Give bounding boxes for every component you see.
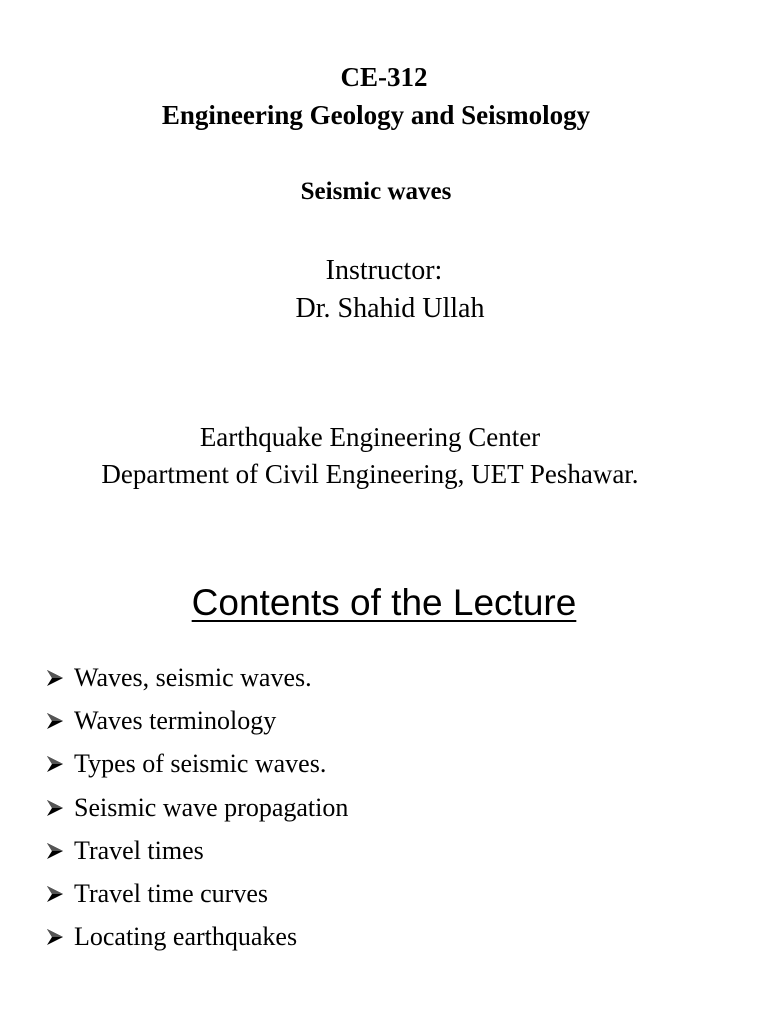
list-item bbox=[46, 829, 348, 872]
list-item bbox=[46, 699, 348, 742]
list-item-label: Locating earthquakes bbox=[74, 922, 298, 952]
list-item bbox=[46, 786, 348, 829]
arrow-bullet-icon bbox=[46, 755, 64, 773]
course-code: CE-312 bbox=[340, 62, 428, 92]
department-name: Department of Civil Engineering, UET Peshawar. bbox=[101, 459, 639, 489]
list-item-label: Seismic wave propagation bbox=[74, 792, 349, 822]
course-name: Engineering Geology and Seismology bbox=[161, 100, 591, 130]
arrow-bullet-icon bbox=[46, 885, 64, 903]
list-item-label: Travel times bbox=[74, 835, 204, 865]
arrow-bullet-icon bbox=[46, 842, 64, 860]
instructor-name: Dr. Shahid Ullah bbox=[295, 293, 485, 324]
center-name: Earthquake Engineering Center bbox=[199, 422, 541, 452]
instructor-label: Instructor: bbox=[325, 255, 443, 286]
arrow-bullet-icon bbox=[46, 799, 64, 817]
list-item bbox=[46, 743, 348, 786]
arrow-bullet-icon bbox=[46, 669, 64, 687]
list-item-label: Waves terminology bbox=[74, 705, 277, 735]
list-item bbox=[46, 656, 348, 699]
arrow-bullet-icon bbox=[46, 928, 64, 946]
list-item-label: Types of seismic waves. bbox=[74, 749, 327, 779]
contents-heading: Contents of the Lecture bbox=[191, 582, 577, 623]
list-item-label: Waves, seismic waves. bbox=[74, 662, 312, 692]
lecture-topic: Seismic waves bbox=[300, 178, 452, 205]
list-item bbox=[46, 872, 348, 915]
arrow-bullet-icon bbox=[46, 712, 64, 730]
list-item bbox=[46, 916, 348, 959]
list-item-label: Travel time curves bbox=[74, 879, 268, 909]
contents-list bbox=[46, 656, 348, 959]
